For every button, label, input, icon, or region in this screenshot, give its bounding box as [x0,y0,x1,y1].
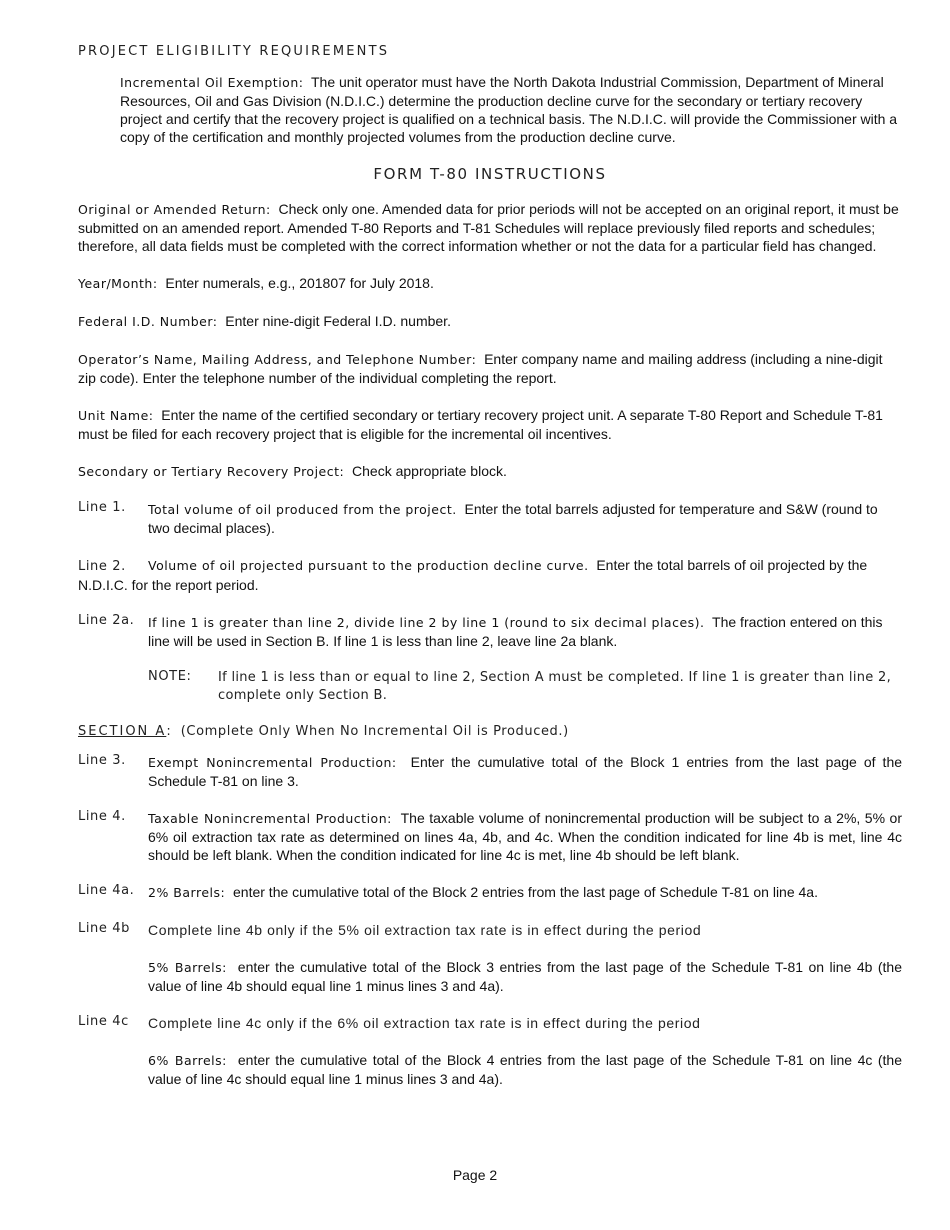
document-page [78,44,902,1107]
unit-label: Unit Name: [78,408,154,423]
original-text: Check only one. Amended data for prior periods will not be accepted on an original report, it must be submitted on an amended report. Amended T-80 Reports and T-81 Schedules will replace previously filed reports and schedules; therefore, all data fields must be completed with the correct information whether or not the data for a particular field has changed. [78,201,899,254]
section-a-colon: : [166,724,172,739]
line-2a-label: If line 1 is greater than line 2, divide line 2 by line 1 (round to six decimal places). [148,615,705,630]
line-4b-text: enter the cumulative total of the Block 3 entries from the last page of the Schedule T-81 on line 4b (the value of line 4b should equal line 1 minus lines 3 and 4a). [148,959,903,994]
line-2a-text: The fraction entered on this line will be used in Section B. If line 1 is less than line 2, leave line 2a blank. [148,614,883,649]
line-4-text: The taxable volume of nonincremental production will be subject to a 2%, 5% or 6% oil extraction tax rate as determined on lines 4a, 4b, and 4c. When the condition indicated for line 4b is met, line 4c should be left blank. When the condition indicated for line 4c is met, line 4b should be left blank. [148,810,902,863]
line-4a-text: enter the cumulative total of the Block 2 entries from the last page of Schedule T-81 on line 4a. [233,884,818,900]
line-4c-label: 6% Barrels: [148,1053,227,1068]
line-3-number: Line 3. [78,753,126,768]
fein-label: Federal I.D. Number: [78,314,218,329]
note [148,669,902,705]
fein-text: Enter nine-digit Federal I.D. number. [225,313,451,329]
fein-paragraph [78,312,902,331]
line-1-body [148,500,902,537]
line-4b-number: Line 4b [78,921,130,936]
operator-label: Operator’s Name, Mailing Address, and Telephone Number: [78,352,477,367]
line-2a-number: Line 2a. [78,613,135,628]
form-title: FORM T-80 INSTRUCTIONS [373,165,607,183]
line-2-text: Enter the total barrels of oil projected by the N.D.I.C. for the report period. [78,557,868,593]
line-4c-heading: Complete line 4c only if the 6% oil extraction tax rate is in effect during the period [148,1015,701,1031]
line-4c-detail [148,1051,902,1088]
year-label: Year/Month: [78,276,158,291]
line-1-label: Total volume of oil produced from the project. [148,502,457,517]
project-paragraph [78,462,902,481]
line-3 [78,753,902,790]
line-4b-detail [148,958,902,995]
line-4b [78,921,902,939]
line-3-label: Exempt Nonincremental Production: [148,755,397,770]
line-2a [78,613,902,650]
operator-text: Enter company name and mailing address (including a nine-digit zip code). Enter the telephone number of the individual completing the report. [78,351,883,386]
operator-paragraph [78,350,902,387]
original-paragraph [78,200,902,255]
eligibility-heading: PROJECT ELIGIBILITY REQUIREMENTS [78,44,390,59]
line-4a [78,883,902,902]
line-3-text: Enter the cumulative total of the Block 1 entries from the last page of the Schedule T-81 on line 3. [148,754,903,789]
exemption-label: Incremental Oil Exemption: [120,75,304,90]
unit-text: Enter the name of the certified secondary or tertiary recovery project unit. A separate T-80 Report and Schedule T-81 must be filed for each recovery project that is eligible for the incremental oil incentives. [78,407,883,442]
line-2-label: Volume of oil projected pursuant to the production decline curve. [148,558,589,573]
line-2a-body [148,613,902,650]
line-4b-label: 5% Barrels: [148,960,227,975]
line-2 [78,556,902,594]
line-1-number: Line 1. [78,500,126,515]
line-2-number: Line 2. [78,559,126,574]
note-text: If line 1 is less than or equal to line 2, Section A must be completed. If line 1 is greater than line 2, complete only Section B. [218,670,892,703]
unit-paragraph [78,406,902,443]
line-4a-number: Line 4a. [78,883,135,898]
line-4-label: Taxable Nonincremental Production: [148,811,392,826]
exemption-paragraph [78,73,902,146]
line-4c [78,1014,902,1032]
line-4-body [148,809,902,864]
line-4a-body [148,883,902,902]
line-1-text: Enter the total barrels adjusted for temperature and S&W (round to two decimal places). [148,501,878,536]
line-4c-number: Line 4c [78,1014,129,1029]
exemption-text: The unit operator must have the North Dakota Industrial Commission, Department of Mineral Resources, Oil and Gas Division (N.D.I.C.) determine the production decline curve for the secondary or tertiary recovery project and certify that the recovery project is qualified on a technical basis. The N.D.I.C. will provide the Commissioner with a copy of the certification and monthly projected volumes from the production decline curve. [120,74,898,145]
project-label: Secondary or Tertiary Recovery Project: [78,464,345,479]
line-3-body [148,753,902,790]
line-4a-label: 2% Barrels: [148,885,226,900]
line-1 [78,500,902,537]
line-4c-text: enter the cumulative total of the Block 4 entries from the last page of the Schedule T-81 on line 4c (the value of line 4c should equal line 1 minus lines 3 and 4a). [148,1052,903,1087]
line-4b-heading: Complete line 4b only if the 5% oil extraction tax rate is in effect during the period [148,922,702,938]
section-a-subtitle: (Complete Only When No Incremental Oil is Produced.) [180,724,569,739]
year-text: Enter numerals, e.g., 201807 for July 2018. [165,275,434,291]
section-a-title: SECTION A [78,724,167,739]
line-4-number: Line 4. [78,809,126,824]
section-a-heading [78,724,902,739]
page-number: Page 2 [452,1167,498,1183]
original-label: Original or Amended Return: [78,202,271,217]
project-text: Check appropriate block. [352,463,507,479]
line-4 [78,809,902,864]
year-paragraph [78,274,902,293]
note-label: NOTE: [148,669,192,684]
